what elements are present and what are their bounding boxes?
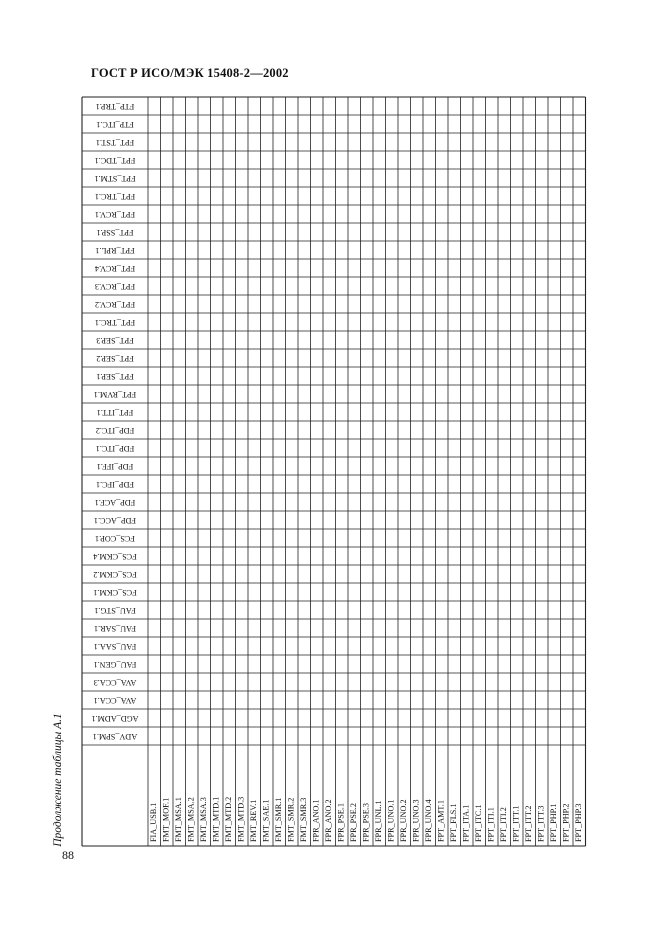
column-header: FMT_MSA.2 bbox=[186, 797, 196, 842]
column-header: FMT_MTD.2 bbox=[224, 796, 234, 842]
row-header: FPT_RCV.4 bbox=[94, 264, 136, 274]
row-header: FDP_ACC.1 bbox=[93, 516, 137, 526]
row-header: FDP_IFF.1 bbox=[96, 462, 134, 472]
column-header: FMT_MOF.1 bbox=[161, 797, 171, 842]
row-header: AVA_CCA.1 bbox=[93, 696, 137, 706]
column-header: FPR_UNO.3 bbox=[411, 799, 421, 842]
document-header: ГОСТ Р ИСО/МЭК 15408-2—2002 bbox=[91, 66, 289, 80]
column-header: FMT_MTD.3 bbox=[236, 796, 246, 842]
row-header: FDP_ITC.2 bbox=[95, 426, 135, 436]
column-header: FMT_MSA.1 bbox=[174, 797, 184, 842]
column-header: FIA_USB.1 bbox=[149, 802, 159, 842]
column-header: FPT_ITT.2 bbox=[524, 805, 534, 842]
column-header: FPT_ITA.1 bbox=[461, 804, 471, 842]
column-header: FPT_PHP.1 bbox=[549, 803, 559, 842]
column-header: FPR_PSE.3 bbox=[361, 803, 371, 842]
column-header: FMT_SMR.2 bbox=[286, 797, 296, 842]
column-header: FPR_PSE.2 bbox=[349, 803, 359, 842]
row-header: FPT_STM.1 bbox=[94, 174, 136, 184]
column-header: FPR_ANO.1 bbox=[311, 799, 321, 842]
table-continuation-label: Продолжение таблицы А.1 bbox=[52, 713, 64, 847]
row-header: FCS_CKM.1 bbox=[93, 588, 137, 598]
row-header: FPT_TST.1 bbox=[95, 138, 135, 148]
row-header: FPT_TRC.1 bbox=[94, 192, 136, 202]
row-header: FPT_ITT.1 bbox=[96, 408, 134, 418]
row-header: FAU_GEN.1 bbox=[93, 660, 137, 670]
column-header: FPR_ANO.2 bbox=[324, 799, 334, 842]
row-header: FCS_CKM.2 bbox=[93, 570, 137, 580]
column-header: FMT_SAE.1 bbox=[261, 799, 271, 842]
column-header: FMT_MSA.3 bbox=[199, 797, 209, 842]
row-header: FTP_ITC.1 bbox=[96, 120, 134, 130]
row-header: AGD_ADM.1 bbox=[91, 714, 139, 724]
row-header: FAU_SAR.1 bbox=[94, 624, 136, 634]
row-header: FPT_RVM.1 bbox=[93, 390, 137, 400]
column-header: FPT_FLS.1 bbox=[449, 803, 459, 842]
column-header: FPT_AMT.1 bbox=[436, 800, 446, 842]
column-header: FPR_UNO.2 bbox=[399, 799, 409, 842]
row-header: FPT_RCV.3 bbox=[94, 282, 136, 292]
row-header: FDP_ACF.1 bbox=[94, 498, 136, 508]
column-header: FMT_SMR.3 bbox=[299, 797, 309, 842]
row-header: FPT_SEP.2 bbox=[96, 354, 134, 364]
column-header: FPT_PHP.3 bbox=[574, 803, 584, 842]
column-header: FPT_PHP.2 bbox=[561, 803, 571, 842]
column-header: FPR_PSE.1 bbox=[336, 803, 346, 842]
column-header: FPT_ITT.3 bbox=[536, 805, 546, 842]
row-header: ADV_SPM.1 bbox=[92, 732, 138, 742]
row-header: FCS_CKM.4 bbox=[93, 552, 137, 562]
column-header: FMT_REV.1 bbox=[249, 799, 259, 842]
row-header: FPT_RCV.2 bbox=[94, 300, 136, 310]
row-header: FTP_TRP.1 bbox=[95, 102, 135, 112]
row-header: FAU_STG.1 bbox=[94, 606, 136, 616]
column-header: FPR_UNO.4 bbox=[424, 799, 434, 842]
column-header: FPR_UNL.1 bbox=[374, 800, 384, 842]
row-header: FPT_SEP.3 bbox=[96, 336, 134, 346]
row-header: FPT_TRC.1 bbox=[94, 318, 136, 328]
column-header: FMT_MTD.1 bbox=[211, 796, 221, 842]
column-header: FPT_ITI.2 bbox=[499, 807, 509, 842]
column-header: FMT_SMR.1 bbox=[274, 797, 284, 842]
row-header: FPT_RPL.1 bbox=[95, 246, 135, 256]
row-header: FDP_ITC.1 bbox=[95, 444, 135, 454]
row-header: FPT_TDC.1 bbox=[94, 156, 136, 166]
row-header: FPT_SSP.1 bbox=[96, 228, 134, 238]
row-header: FPT_RCV.1 bbox=[94, 210, 136, 220]
row-header: FDP_IFC.1 bbox=[96, 480, 134, 490]
page-number: 88 bbox=[62, 848, 74, 862]
column-header: FPT_ITT.1 bbox=[511, 805, 521, 842]
column-header: FPR_UNO.1 bbox=[386, 799, 396, 842]
row-header: FCS_COP.1 bbox=[95, 534, 135, 544]
row-header: AVA_CCA.3 bbox=[93, 678, 137, 688]
column-header: FPT_ITC.1 bbox=[474, 804, 484, 842]
column-header: FPT_ITI.1 bbox=[486, 807, 496, 842]
row-header: FPT_SEP.1 bbox=[96, 372, 134, 382]
row-header: FAU_SAA.1 bbox=[93, 642, 137, 652]
